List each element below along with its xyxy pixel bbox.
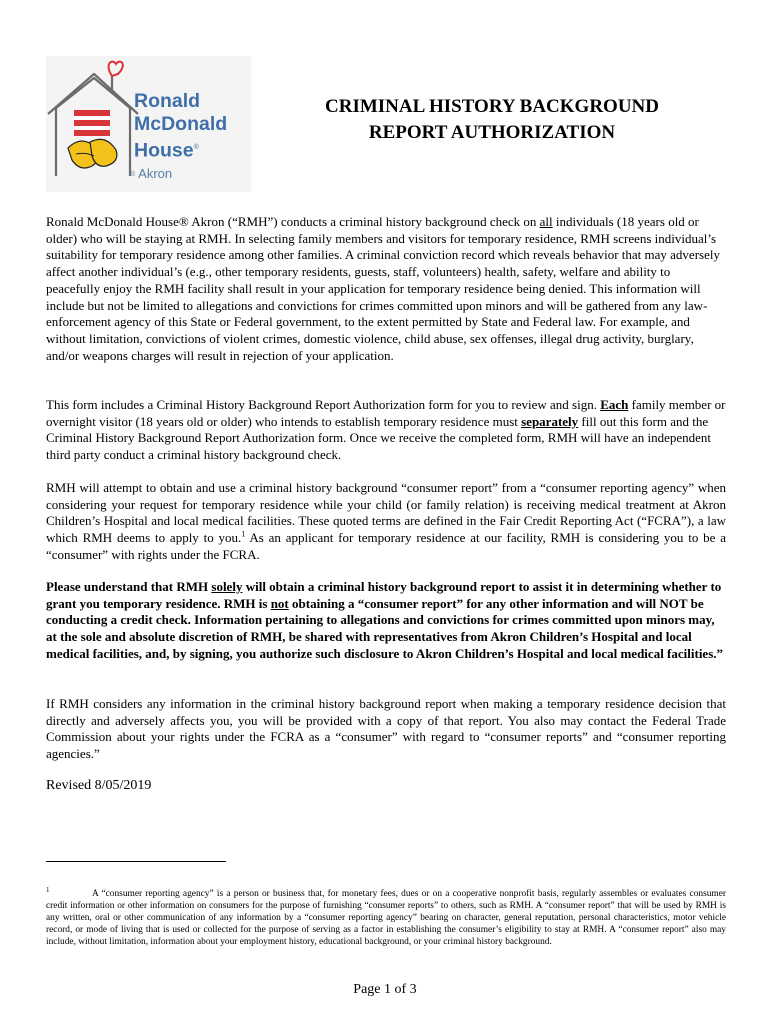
title-line-2: REPORT AUTHORIZATION <box>368 122 616 143</box>
footnote-divider <box>46 861 226 862</box>
rmh-logo <box>46 56 251 192</box>
emphasis-all: all <box>539 214 553 229</box>
logo-line-mcdonald: McDonald <box>134 113 228 135</box>
revised-date: Revised 8/05/2019 <box>46 778 152 793</box>
logo-wordmark <box>134 90 254 163</box>
logo-line-ronald: Ronald <box>134 90 201 112</box>
paragraph-disclosure-bold: Please understand that RMH solely will obtain a criminal history background report to assist it in determining whether to grant you temporary residence. RMH is not obtaining a “consumer report” for any other information and will NOT be conducting a credit check. Information pertaining to allegations and convictions for crimes committed upon minors may, at the sole and absolute discretion of RMH, be shared with representatives from Akron Children’s Hospital and local medical facilities, and, by signing, you authorize such disclosure to Akron Children’s Hospital and local medical facilities.” <box>46 579 724 661</box>
emphasis-separately: separately <box>521 413 579 429</box>
paragraph-adverse-action: If RMH considers any information in the criminal history background report when making a temporary residence decision that directly and adversely affects you, you will be provided with a copy of that report. You also may contact the Federal Trade Commission about your rights under the FCRA as a “consumer” with regard to “consumer reports” and “consumer reporting agencies.” <box>46 696 726 762</box>
emphasis-not: not <box>270 595 289 611</box>
footnote <box>46 884 726 948</box>
paragraph-intro: Ronald McDonald House® Akron (“RMH”) conducts a criminal history background check on all individuals (18 years old or older) who will be staying at RMH. In selecting family members and visitors for temporary residence, RMH screens individual’s suitability for temporary residence among other families. A criminal conviction record which reveals behavior that may adversely affect another individual’s (e.g., other temporary residents, guests, staff, volunteers) health, safety, welfare and ability to peacefully enjoy the RMH facility shall result in your application for temporary residence being denied. This information will include but not be limited to allegations and convictions for crimes committed upon minors and will be gathered from any law-enforcement agency of this State or Federal government, to the extent permitted by State and Federal law. For example, and without limitation, convictions of violent crimes, domestic violence, child abuse, sex offenses, illegal drug activity, burglary, and/or weapons charges will result in rejection of your application. <box>46 214 720 363</box>
emphasis-each: Each <box>600 397 629 412</box>
document-title <box>300 94 684 146</box>
logo-line-house: House® <box>134 139 199 162</box>
logo-registered-mark: ® <box>193 144 199 151</box>
logo-location: ® Akron <box>130 166 173 181</box>
paragraph-form-instructions: This form includes a Criminal History Background Report Authorization form for you to review and sign. Each family member or overnight visitor (18 years old or older) who intends to establish temporary residence must separately fill out this form and the Criminal History Background Report Authorization form. Once we receive the completed form, RMH will have an independent third party conduct a criminal history background check. <box>46 397 726 463</box>
page-number: Page 1 of 3 <box>353 982 417 997</box>
title-line-1: CRIMINAL HISTORY BACKGROUND <box>325 96 659 117</box>
logo-small-registered: ® <box>130 170 136 178</box>
emphasis-solely: solely <box>211 579 243 594</box>
footnote-number: 1 <box>46 886 50 894</box>
paragraph-consumer-report: RMH will attempt to obtain and use a criminal history background “consumer report” from a “consumer reporting agency” when considering your request for temporary residence while your child (or family relation) is receiving medical treatment at Akron Children’s Hospital and local medical facilities. These quoted terms are defined in the Fair Credit Reporting Act (“FCRA”), a law which RMH deems to apply to you.$^1$ As an applicant for temporary residence at our facility, RMH is considering you to be a “consumer” with rights under the FCRA. <box>46 480 726 562</box>
footnote-reference: 1 <box>241 529 246 539</box>
footnote-text: A “consumer reporting agency” is a person or business that, for monetary fees, dues or on a cooperative nonprofit basis, regularly assembles or evaluates consumer credit information or other information on consumers for the purpose of furnishing “consumer reports” to others, such as RMH. A “consumer report” that will be used by RMH is any written, oral or other communication of any information by a “consumer reporting agency” bearing on character, general reputation, personal characteristics, motor vehicle record, or mode of living that is used or collected for the purpose of serving as a factor in establishing the consumer’s eligibility to stay at RMH. A “consumer report” also may include, without limitation, information about your employment history, educational background, or your criminal history background. <box>46 889 726 948</box>
